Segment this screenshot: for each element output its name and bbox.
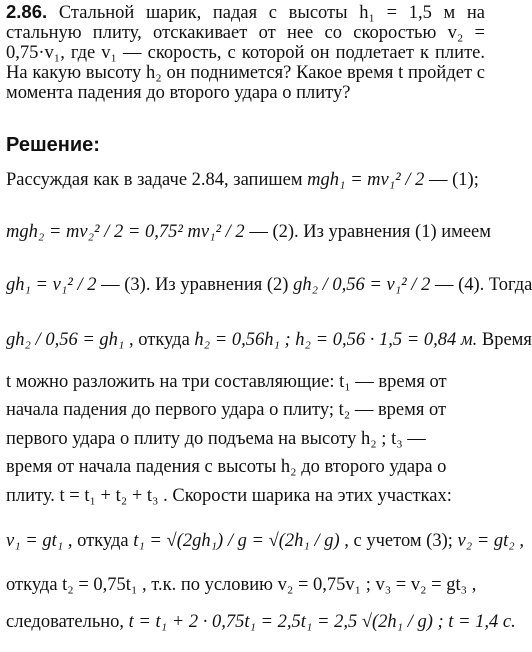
problem-number: 2.86. — [6, 1, 48, 22]
solution-line-8: время от начала падения с высоты h₂ до второго удара о — [6, 457, 447, 477]
equation-2: mgh₂ = mv₂² / 2 = 0,75² mv₁² / 2 — [6, 222, 245, 242]
solution-line-12: следовательно, t = t₁ + 2 · 0,75t₁ = 2,5t₁ = 2,5 √(2h₁ / g) ; t = 1,4 с. — [6, 612, 516, 632]
equation-1: mgh₁ = mv₁² / 2 — [307, 170, 425, 190]
equation-4: gh₂ / 0,56 = v₁² / 2 — [293, 275, 431, 295]
equation-final: t = t₁ + 2 · 0,75t₁ = 2,5t₁ = 2,5 √(2h₁ / g) ; t = 1,4 с. — [128, 612, 516, 632]
solution-heading: Решение: — [6, 134, 100, 156]
equation-3: gh₁ = v₁² / 2 — [6, 275, 97, 295]
problem-text: Стальной шарик, падая с высоты h₁ = 1,5 м на стальную плиту, отскакивает от нее со скоростью v₂ = 0,75·v₁, где v₁ — скорость, с которой он подлетает к плите. На какую высоту h₂ он поднимется? Какое время t пройдет с момента падения до второго удара о плиту? — [6, 3, 485, 103]
solution-line-3: gh₁ = v₁² / 2 — (3). Из уравнения (2) gh₂ / 0,56 = v₁² / 2 — (4). Тогда — [6, 275, 532, 295]
solution-line-4: gh₂ / 0,56 = gh₁ , откуда h₂ = 0,56h₁ ; h₂ = 0,56 · 1,5 = 0,84 м. Время — [6, 330, 532, 350]
solution-line-6: начала падения до первого удара о плиту; t₂ — время от — [6, 400, 447, 420]
solution-line-1: Рассуждая как в задаче 2.84, запишем mgh₁ = mv₁² / 2 — (1); — [6, 170, 479, 190]
solution-line-9: плиту. t = t₁ + t₂ + t₃ . Скорости шарика на этих участках: — [6, 486, 452, 506]
solution-line-11: откуда t₂ = 0,75t₁ , т.к. по условию v₂ = 0,75v₁ ; v₃ = v₂ = gt₃ , — [6, 575, 477, 595]
solution-line-10: v₁ = gt₁ , откуда t₁ = √(2gh₁) / g = √(2h₁ / g) , с учетом (3); v₂ = gt₂ , — [6, 531, 524, 551]
equation-t1: t₁ = √(2gh₁) / g = √(2h₁ / g) — [133, 531, 340, 551]
solution-line-5: t можно разложить на три составляющие: t₁ — время от — [6, 372, 447, 392]
solution-line-2: mgh₂ = mv₂² / 2 = 0,75² mv₁² / 2 — (2). Из уравнения (1) имеем — [6, 222, 491, 242]
problem-statement — [6, 2, 485, 103]
solution-line-7: первого удара о плиту до подъема на высоту h₂ ; t₃ — — [6, 429, 426, 449]
